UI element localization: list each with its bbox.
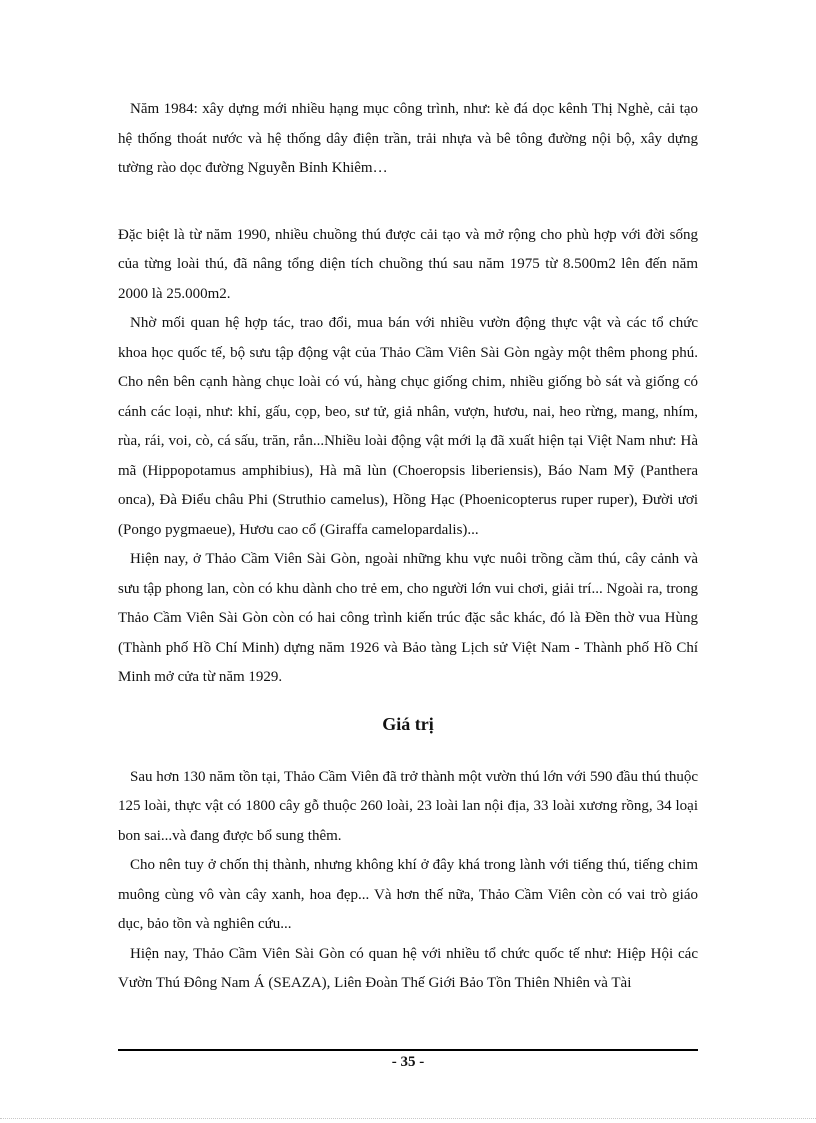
paragraph-value-statistics: Sau hơn 130 năm tồn tại, Thảo Cầm Viên đã trở thành một vườn thú lớn với 590 đầu thú thuộc 125 loài, thực vật có 1800 cây gỗ thuộc 260 loài, 23 loài lan nội địa, 33 loài xương rồng, 34 loại bon sai...và đang được bổ sung thêm. bbox=[118, 768, 698, 844]
paragraph-international-relations: Hiện nay, Thảo Cầm Viên Sài Gòn có quan hệ với nhiều tổ chức quốc tế như: Hiệp Hội các Vườn Thú Đông Nam Á (SEAZA), Liên Đoàn Thế Giới Bảo Tồn Thiên Nhiên và Tài bbox=[118, 945, 698, 991]
paragraph-1984-construction: Năm 1984: xây dựng mới nhiều hạng mục công trình, như: kè đá dọc kênh Thị Nghè, cải tạo hệ thống thoát nước và hệ thống dây điện trần, trải nhựa và bê tông đường nội bộ, xây dựng tường rào dọc đường Nguyễn Bỉnh Khiêm… bbox=[118, 101, 698, 176]
page-edge-divider bbox=[0, 1118, 816, 1119]
paragraph-1990-enclosures: Đặc biệt là từ năm 1990, nhiều chuồng thú được cải tạo và mở rộng cho phù hợp với đời sống của từng loài thú, đã nâng tổng diện tích chuồng thú sau năm 1975 từ 8.500m2 lên đến năm 2000 là 25.000m2. bbox=[118, 226, 698, 302]
section-heading: Giá trị bbox=[382, 713, 434, 734]
page-number: - 35 - bbox=[391, 1054, 425, 1070]
footer-rule bbox=[118, 1049, 698, 1051]
paragraph-current-facilities: Hiện nay, ở Thảo Cầm Viên Sài Gòn, ngoài những khu vực nuôi trồng cầm thú, cây cảnh và sưu tập phong lan, còn có khu dành cho trẻ em, cho người lớn vui chơi, giải trí... Ngoài ra, trong Thảo Cầm Viên Sài Gòn còn có hai công trình kiến trúc đặc sắc khác, đó là Đền thờ vua Hùng (Thành phố Hồ Chí Minh) dựng năm 1926 và Bảo tàng Lịch sử Việt Nam - Thành phố Hồ Chí Minh mở cửa từ năm 1929. bbox=[118, 551, 698, 685]
paragraph-spacer bbox=[118, 184, 698, 221]
page-content bbox=[118, 95, 698, 999]
paragraph-environment: Cho nên tuy ở chốn thị thành, nhưng không khí ở đây khá trong lành với tiếng thú, tiếng chim muông cùng vô vàn cây xanh, hoa đẹp... Và hơn thế nữa, Thảo Cầm Viên còn có vai trò giáo dục, bảo tồn và nghiên cứu... bbox=[118, 857, 698, 932]
paragraph-animal-collection: Nhờ mối quan hệ hợp tác, trao đổi, mua bán với nhiều vườn động thực vật và các tổ chức khoa học quốc tế, bộ sưu tập động vật của Thảo Cầm Viên Sài Gòn ngày một thêm phong phú. Cho nên bên cạnh hàng chục loài có vú, hàng chục giống chim, nhiều giống bò sát và giống có cánh các loại, như: khỉ, gấu, cọp, beo, sư tử, giả nhân, vượn, hươu, nai, heo rừng, mang, nhím, rùa, rái, voi, cò, cá sấu, trăn, rắn...Nhiều loài động vật mới lạ đã xuất hiện tại Việt Nam như: Hà mã (Hippopotamus amphibius), Hà mã lùn (Choeropsis liberiensis), Báo Nam Mỹ (Panthera onca), Đà Điểu châu Phi (Struthio camelus), Hồng Hạc (Phoenicopterus ruper ruper), Đười ươi (Pongo pygmaeue), Hươu cao cổ (Giraffa camelopardalis)... bbox=[118, 315, 698, 538]
